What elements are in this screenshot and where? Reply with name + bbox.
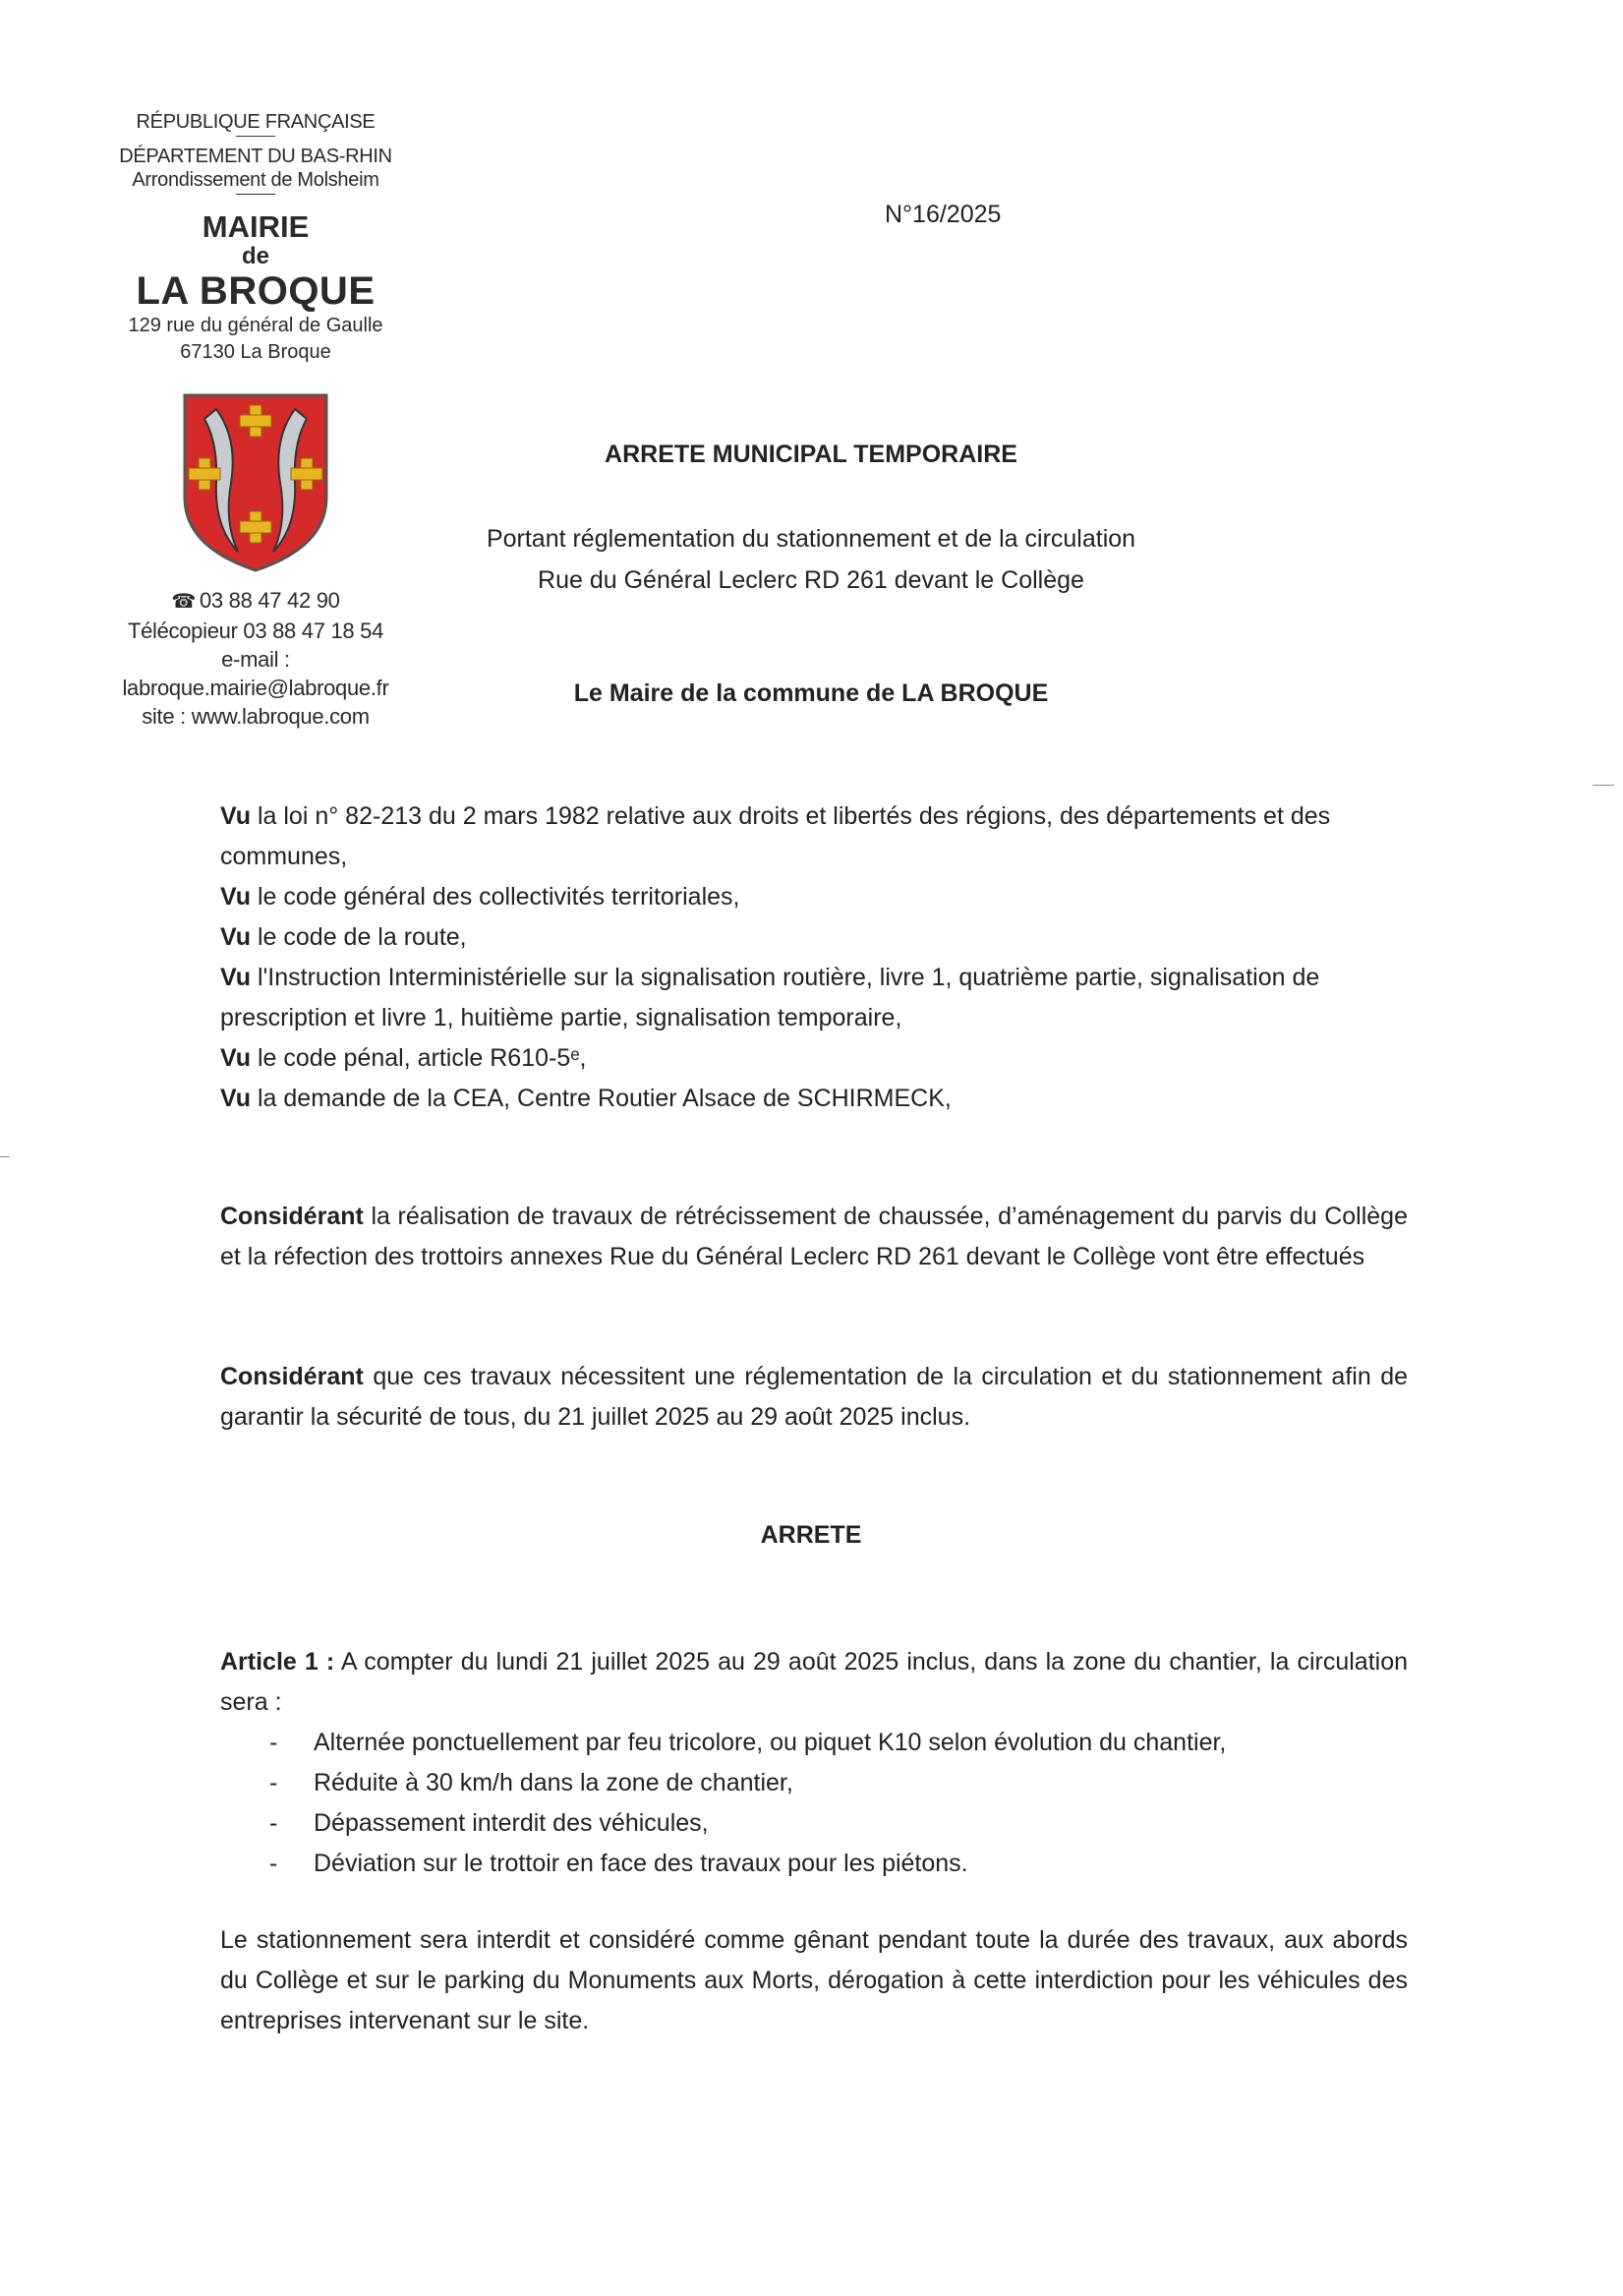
vu-label: Vu — [220, 923, 252, 951]
margin-mark — [0, 1156, 10, 1157]
arrondissement-label: Arrondissement de Molsheim — [132, 169, 379, 191]
mairie-de-label: de — [241, 243, 269, 269]
document-title: ARRETE MUNICIPAL TEMPORAIRE — [605, 441, 1017, 468]
vu-text: l'Instruction Interministérielle sur la signalisation routière, livre 1, quatrième partie, signalisation de prescription et livre 1, huitième partie, signalisation temporaire, — [220, 964, 1320, 1031]
department-label: DÉPARTEMENT DU BAS-RHIN — [119, 146, 392, 167]
document-number: N°16/2025 — [885, 201, 1002, 228]
vu-list — [220, 796, 1408, 1119]
vu-item — [220, 958, 1408, 1038]
coat-of-arms-icon — [177, 389, 334, 576]
town-name: LA BROQUE — [136, 269, 376, 313]
subtitle-line: Rue du Général Leclerc RD 261 devant le Collège — [538, 566, 1084, 594]
address-line-1: 129 rue du général de Gaulle — [128, 315, 383, 336]
vu-text: la demande de la CEA, Centre Routier Alsace de SCHIRMECK, — [251, 1085, 952, 1112]
website-line: site : www.labroque.com — [142, 704, 370, 729]
mairie-label: MAIRIE — [202, 209, 310, 244]
vu-label: Vu — [220, 964, 252, 991]
phone-number: 03 88 47 42 90 — [200, 588, 340, 613]
document-subtitle — [413, 518, 1209, 601]
vu-item — [220, 877, 1408, 917]
vu-label: Vu — [220, 1085, 252, 1112]
phone-line — [93, 586, 418, 617]
vu-label: Vu — [220, 802, 252, 830]
list-item: - Dépassement interdit des véhicules, — [220, 1803, 1408, 1844]
article-intro — [220, 1642, 1408, 1723]
article-label: Article 1 : — [220, 1648, 335, 1676]
address-line-2: 67130 La Broque — [180, 341, 331, 363]
vu-item — [220, 917, 1408, 958]
article-1 — [220, 1642, 1408, 1884]
telephone-icon: ☎ — [171, 591, 196, 613]
vu-item — [220, 1079, 1408, 1119]
email-line: e-mail : labroque.mairie@labroque.fr — [122, 647, 389, 700]
arrete-heading: ARRETE — [760, 1521, 862, 1549]
vu-item — [220, 796, 1408, 877]
maire-heading: Le Maire de la commune de LA BROQUE — [573, 679, 1049, 707]
vu-label: Vu — [220, 1044, 252, 1072]
vu-text: le code général des collectivités territoriales, — [251, 883, 740, 911]
subtitle-line: Portant réglementation du stationnement et de la circulation — [486, 525, 1136, 553]
stationnement-paragraph: Le stationnement sera interdit et considéré comme gênant pendant toute la durée des travaux, aux abords du Collège et sur le parking du Monuments aux Morts, dérogation à cette interdiction pour les véhicules des entreprises intervenant sur le site. — [220, 1926, 1408, 2034]
vu-item — [220, 1038, 1408, 1079]
considerant-label: Considérant — [220, 1203, 364, 1230]
vu-text: le code pénal, article R610-5ᵉ, — [251, 1044, 587, 1072]
fax-line: Télécopieur 03 88 47 18 54 — [127, 618, 384, 643]
margin-mark — [1593, 785, 1614, 786]
article-items — [220, 1723, 1408, 1884]
list-item: - Alternée ponctuellement par feu tricolore, ou piquet K10 selon évolution du chantier, — [220, 1723, 1408, 1763]
article-text: A compter du lundi 21 juillet 2025 au 29 août 2025 inclus, dans la zone du chantier, la circulation sera : — [220, 1648, 1409, 1716]
separator — [236, 194, 275, 195]
letterhead — [93, 110, 418, 731]
considerant-paragraph — [220, 1197, 1408, 1277]
republic-label: RÉPUBLIQUE FRANÇAISE — [136, 111, 376, 133]
list-item: - Déviation sur le trottoir en face des travaux pour les piétons. — [220, 1844, 1408, 1884]
considerant-text: que ces travaux nécessitent une réglementation de la circulation et du stationnement afin de garantir la sécurité de tous, du 21 juillet 2025 au 29 août 2025 inclus. — [220, 1363, 1408, 1431]
list-item: - Réduite à 30 km/h dans la zone de chantier, — [220, 1763, 1408, 1803]
considerant-label: Considérant — [220, 1363, 364, 1390]
considerant-text: la réalisation de travaux de rétrécissement de chaussée, d’aménagement du parvis du Collège et la réfection des trottoirs annexes Rue du Général Leclerc RD 261 devant le Collège vont être effectués — [220, 1203, 1408, 1270]
vu-label: Vu — [220, 883, 252, 911]
vu-text: le code de la route, — [251, 923, 467, 951]
vu-text: la loi n° 82-213 du 2 mars 1982 relative aux droits et libertés des régions, des départements et des communes, — [220, 802, 1331, 870]
separator — [236, 136, 275, 137]
considerant-paragraph — [220, 1357, 1408, 1438]
